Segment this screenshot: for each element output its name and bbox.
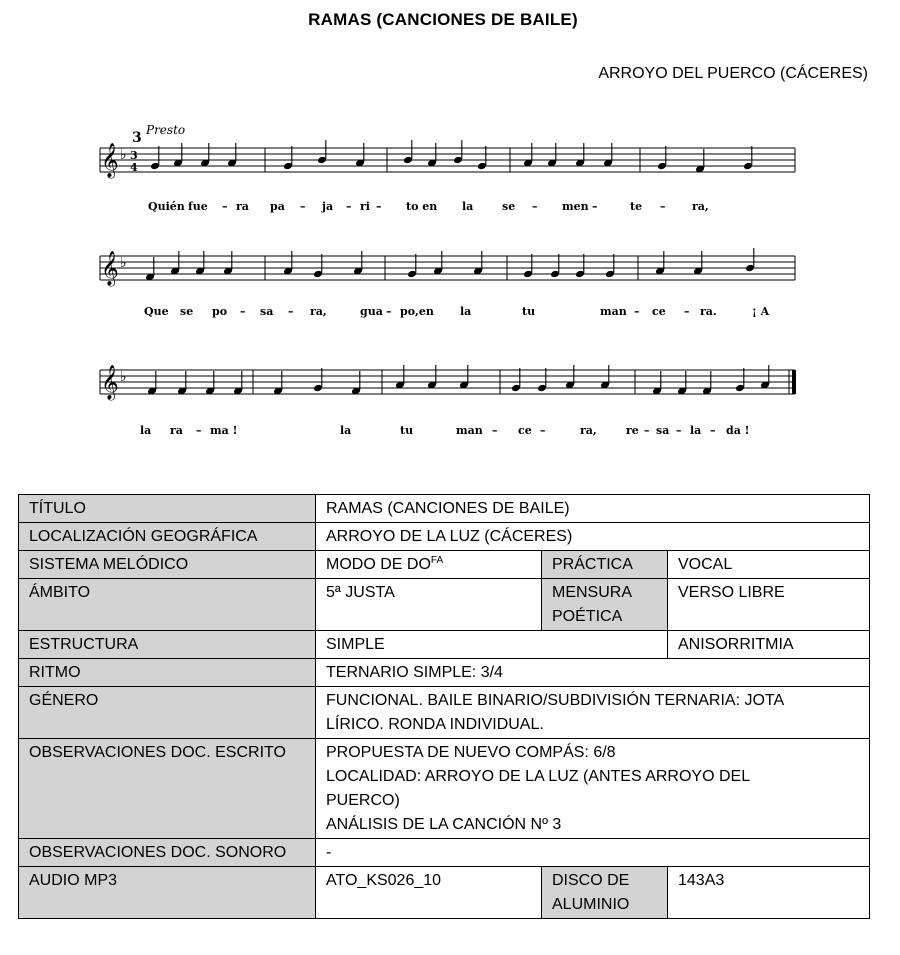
label-titulo: TÍTULO	[19, 495, 316, 523]
location-header: ARROYO DEL PUERCO (CÁCERES)	[598, 65, 868, 82]
lyric-syllable: –	[300, 200, 306, 213]
lyric-syllable: –	[196, 424, 202, 437]
lyric-syllable: ¡ A	[752, 305, 770, 318]
table-row-sistema	[19, 551, 870, 579]
value-obs-sonoro: -	[316, 839, 870, 867]
value-mensura: VERSO LIBRE	[668, 579, 870, 631]
lyric-syllable: –	[676, 424, 682, 437]
sistema-mode-sup: FA	[430, 555, 444, 566]
lyric-syllable: se	[502, 200, 516, 213]
lyric-syllable: men	[562, 200, 589, 213]
lyric-syllable: ra,	[580, 424, 597, 437]
label-ambito: ÁMBITO	[19, 579, 316, 631]
value-localizacion: ARROYO DE LA LUZ (CÁCERES)	[316, 523, 870, 551]
lyric-syllable: –	[240, 305, 246, 318]
lyric-syllable: ra	[236, 200, 249, 213]
tempo-marking: Presto	[146, 123, 186, 137]
label-localizacion: LOCALIZACIÓN GEOGRÁFICA	[19, 523, 316, 551]
lyric-syllable: –	[222, 200, 228, 213]
label-obs-escrito: OBSERVACIONES DOC. ESCRITO	[19, 739, 316, 839]
lyric-syllable: gua	[360, 305, 383, 318]
lyric-syllable: ri	[360, 200, 370, 213]
staff-systems	[100, 143, 796, 401]
time-signature-top: 3	[130, 149, 138, 162]
label-mensura	[542, 579, 668, 631]
lyric-syllable: pa	[270, 200, 285, 213]
lyric-syllable: –	[346, 200, 352, 213]
lyric-syllable: ra,	[310, 305, 327, 318]
lyric-syllable: tu	[400, 424, 414, 437]
lyric-syllable: po	[212, 305, 228, 318]
table-row-ritmo	[19, 659, 870, 687]
value-estructura: SIMPLE	[316, 631, 668, 659]
mensura-line-1: MENSURA	[552, 584, 633, 601]
lyric-syllable: tu	[522, 305, 536, 318]
label-obs-sonoro: OBSERVACIONES DOC. SONORO	[19, 839, 316, 867]
lyric-syllable: re	[626, 424, 639, 437]
table-row-obs-sonoro	[19, 839, 870, 867]
value-sistema	[316, 551, 542, 579]
lyric-syllable: –	[660, 200, 666, 213]
lyric-syllable: –	[386, 305, 392, 318]
lyrics-line-2	[144, 305, 770, 318]
lyric-syllable: po,en	[400, 305, 434, 318]
label-practica: PRÁCTICA	[542, 551, 668, 579]
label-disco	[542, 867, 668, 919]
lyric-syllable: la	[340, 424, 352, 437]
lyric-syllable: –	[644, 424, 650, 437]
song-info-table	[18, 494, 870, 919]
table-row-localizacion	[19, 523, 870, 551]
value-estructura-rhythm: ANISORRITMIA	[668, 631, 870, 659]
genero-line-2: LÍRICO. RONDA INDIVIDUAL.	[326, 716, 544, 733]
lyric-syllable: la	[140, 424, 152, 437]
lyric-syllable: Que	[144, 305, 169, 318]
final-bar-thick	[792, 370, 796, 394]
lyric-syllable: man	[600, 305, 627, 318]
lyric-syllable: la	[462, 200, 474, 213]
label-estructura: ESTRUCTURA	[19, 631, 316, 659]
lyric-syllable: fue	[188, 200, 208, 213]
lyric-syllable: –	[492, 424, 498, 437]
lyric-syllable: ra	[170, 424, 183, 437]
obs-escrito-line-1: PROPUESTA DE NUEVO COMPÁS: 6/8	[326, 744, 616, 761]
obs-escrito-line-4: ANÁLISIS DE LA CANCIÓN Nº 3	[326, 816, 562, 833]
lyric-syllable: ra,	[692, 200, 709, 213]
value-genero	[316, 687, 870, 739]
value-ritmo: TERNARIO SIMPLE: 3/4	[316, 659, 870, 687]
lyric-syllable: –	[540, 424, 546, 437]
score-number: 3	[132, 130, 142, 146]
lyric-syllable: –	[532, 200, 538, 213]
lyric-syllable: ce	[518, 424, 532, 437]
label-sistema: SISTEMA MELÓDICO	[19, 551, 316, 579]
flat-sign-icon: ♭	[120, 147, 127, 163]
lyric-syllable: da !	[726, 424, 750, 437]
label-genero: GÉNERO	[19, 687, 316, 739]
lyric-syllable: la	[460, 305, 472, 318]
lyric-syllable: ma !	[210, 424, 238, 437]
page-title: RAMAS (CANCIONES DE BAILE)	[308, 10, 578, 29]
lyric-syllable: –	[710, 424, 716, 437]
lyric-syllable: ja	[322, 200, 334, 213]
staff-system	[100, 365, 796, 401]
sistema-mode: MODO DE DO	[326, 556, 431, 573]
music-score	[60, 112, 820, 462]
lyric-syllable: la	[690, 424, 702, 437]
value-ambito: 5ª JUSTA	[316, 579, 542, 631]
lyric-syllable: se	[180, 305, 194, 318]
flat-sign-icon: ♭	[120, 369, 127, 385]
lyrics-line-1	[148, 200, 709, 213]
lyric-syllable: –	[684, 305, 690, 318]
value-audio: ATO_KS026_10	[316, 867, 542, 919]
flat-sign-icon: ♭	[120, 255, 127, 271]
lyric-syllable: ra.	[700, 305, 717, 318]
time-signature-bottom: 4	[130, 161, 138, 174]
table-row-estructura	[19, 631, 870, 659]
value-disco: 143A3	[668, 867, 870, 919]
label-ritmo: RITMO	[19, 659, 316, 687]
lyric-syllable: to en	[406, 200, 438, 213]
obs-escrito-line-2: LOCALIDAD: ARROYO DE LA LUZ (ANTES ARROYO DEL	[326, 768, 751, 785]
value-titulo: RAMAS (CANCIONES DE BAILE)	[316, 495, 870, 523]
table-row-titulo	[19, 495, 870, 523]
treble-clef-icon: 𝄞	[101, 251, 119, 286]
obs-escrito-line-3: PUERCO)	[326, 792, 400, 809]
disco-line-1: DISCO DE	[552, 872, 630, 889]
lyric-syllable: –	[634, 305, 640, 318]
value-practica: VOCAL	[668, 551, 870, 579]
lyrics-line-3	[140, 424, 749, 437]
treble-clef-icon: 𝄞	[101, 143, 119, 178]
lyric-syllable: –	[376, 200, 382, 213]
genero-line-1: FUNCIONAL. BAILE BINARIO/SUBDIVISIÓN TERNARIA: JOTA	[326, 692, 785, 709]
lyric-syllable: sa	[260, 305, 274, 318]
disco-line-2: ALUMINIO	[552, 896, 630, 913]
value-obs-escrito	[316, 739, 870, 839]
lyric-syllable: sa	[656, 424, 670, 437]
lyric-syllable: Quién	[148, 200, 185, 213]
table-row-obs-escrito	[19, 739, 870, 839]
lyric-syllable: te	[630, 200, 643, 213]
treble-clef-icon: 𝄞	[101, 365, 119, 400]
lyric-syllable: ce	[652, 305, 666, 318]
lyric-syllable: man	[456, 424, 483, 437]
lyric-syllable: –	[288, 305, 294, 318]
table-row-audio	[19, 867, 870, 919]
lyric-syllable: –	[592, 200, 598, 213]
table-row-genero	[19, 687, 870, 739]
mensura-line-2: POÉTICA	[552, 608, 623, 625]
table-row-ambito	[19, 579, 870, 631]
label-audio: AUDIO MP3	[19, 867, 316, 919]
